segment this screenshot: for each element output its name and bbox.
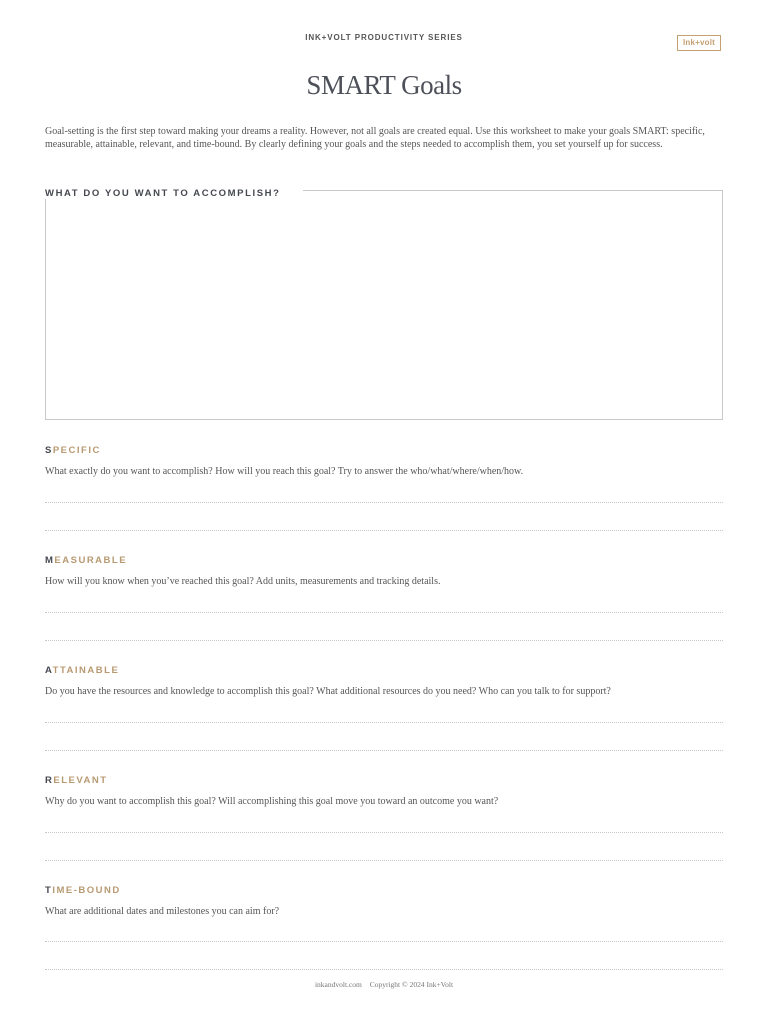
section-title bbox=[45, 775, 723, 787]
section-time-bound bbox=[45, 885, 723, 918]
answer-line[interactable] bbox=[45, 722, 723, 723]
answer-line[interactable] bbox=[45, 502, 723, 503]
answer-line[interactable] bbox=[45, 941, 723, 942]
section-title-initial: S bbox=[45, 445, 53, 456]
section-title-rest: EASURABLE bbox=[54, 555, 128, 566]
section-title-rest: TTAINABLE bbox=[52, 665, 120, 676]
section-measurable bbox=[45, 555, 723, 588]
section-title bbox=[45, 665, 723, 677]
accomplish-text-area[interactable] bbox=[45, 190, 723, 420]
section-prompt: Why do you want to accomplish this goal? Will accomplishing this goal move you toward an outcome you want? bbox=[45, 796, 499, 807]
series-label: INK+VOLT PRODUCTIVITY SERIES bbox=[305, 33, 463, 42]
footer bbox=[0, 980, 768, 989]
section-title-initial: R bbox=[45, 775, 54, 786]
section-prompt: What exactly do you want to accomplish? How will you reach this goal? Try to answer the who/what/where/when/how. bbox=[45, 466, 524, 477]
section-prompt: How will you know when you’ve reached this goal? Add units, measurements and tracking details. bbox=[45, 576, 441, 587]
section-title bbox=[45, 885, 723, 897]
footer-copyright: Copyright © 2024 Ink+Volt bbox=[369, 980, 454, 989]
section-title-initial: T bbox=[45, 885, 53, 896]
section-title-initial: A bbox=[45, 665, 53, 676]
answer-line[interactable] bbox=[45, 969, 723, 970]
section-title-rest: PECIFIC bbox=[52, 445, 101, 456]
ink-volt-logo: Ink+volt bbox=[677, 35, 721, 51]
answer-line[interactable] bbox=[45, 640, 723, 641]
section-title bbox=[45, 445, 723, 457]
section-relevant bbox=[45, 775, 723, 808]
section-title-initial: M bbox=[45, 555, 55, 566]
intro-paragraph: Goal-setting is the first step toward making your dreams a reality. However, not all goals are created equal. Use this worksheet to make your goals SMART: specific, measurable, attainable, relevant, and time-bound. By clearly defining your goals and the steps needed to accomplish them, you set yourself up for success. bbox=[45, 126, 705, 150]
section-title-rest: IME-BOUND bbox=[52, 885, 121, 896]
accomplish-label: WHAT DO YOU WANT TO ACCOMPLISH? bbox=[45, 188, 291, 199]
answer-line[interactable] bbox=[45, 612, 723, 613]
section-title-rest: ELEVANT bbox=[53, 775, 108, 786]
section-prompt: What are additional dates and milestones you can aim for? bbox=[45, 906, 280, 917]
section-title bbox=[45, 555, 723, 567]
section-prompt: Do you have the resources and knowledge to accomplish this goal? What additional resources do you need? Who can you talk to for support? bbox=[45, 686, 611, 697]
answer-line[interactable] bbox=[45, 860, 723, 861]
answer-line[interactable] bbox=[45, 530, 723, 531]
answer-line[interactable] bbox=[45, 750, 723, 751]
section-attainable bbox=[45, 665, 723, 698]
section-specific bbox=[45, 445, 723, 478]
footer-site-link[interactable]: inkandvolt.com bbox=[314, 980, 362, 989]
answer-line[interactable] bbox=[45, 832, 723, 833]
page-title: SMART Goals bbox=[306, 70, 462, 100]
